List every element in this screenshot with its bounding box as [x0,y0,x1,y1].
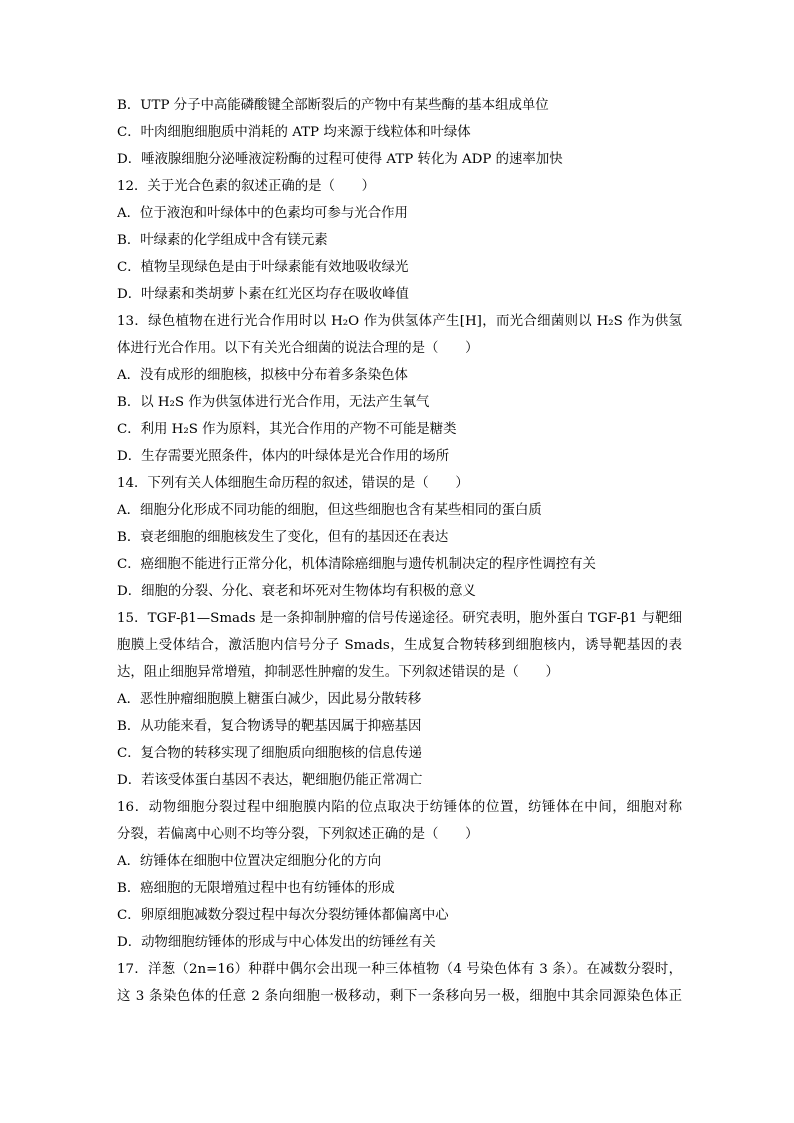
option-16c: C．卵原细胞减数分裂过程中每次分裂纺锤体都偏离中心 [117,908,449,923]
question-17-line-1: 17．洋葱（2n=16）种群中偶尔会出现一种三体植物（4 号染色体有 3 条）。在减数分裂时， [117,962,682,977]
question-16-line-2: 分裂，若偏离中心则不均等分裂，下列叙述正确的是（ ） [117,827,479,842]
option-14a: A．细胞分化形成不同功能的细胞，但这些细胞也含有某些相同的蛋白质 [117,503,542,518]
question-15-line-2: 胞膜上受体结合，激活胞内信号分子 Smads，生成复合物转移到细胞核内，诱导靶基因的表 [117,638,682,653]
option-13a: A．没有成形的细胞核，拟核中分布着多条染色体 [117,368,408,383]
option-14c: C．癌细胞不能进行正常分化，机体清除癌细胞与遗传机制决定的程序性调控有关 [117,557,596,572]
option-16a: A．纺锤体在细胞中位置决定细胞分化的方向 [117,854,382,869]
question-12: 12．关于光合色素的叙述正确的是（ ） [117,179,376,194]
option-14b: B．衰老细胞的细胞核发生了变化，但有的基因还在表达 [117,530,449,545]
option-13c: C．利用 H₂S 作为原料，其光合作用的产物不可能是糖类 [117,422,457,437]
option-13b: B．以 H₂S 作为供氢体进行光合作用，无法产生氧气 [117,395,430,410]
option-12a: A．位于液泡和叶绿体中的色素均可参与光合作用 [117,206,408,221]
question-17-line-2: 这 3 条染色体的任意 2 条向细胞一极移动，剩下一条移向另一极，细胞中其余同源染色体正 [117,989,682,1004]
option-14d: D．细胞的分裂、分化、衰老和坏死对生物体均有积极的意义 [117,584,476,599]
option-16d: D．动物细胞纺锤体的形成与中心体发出的纺锤丝有关 [117,935,436,950]
option-12c: C．植物呈现绿色是由于叶绿素能有效地吸收绿光 [117,260,409,275]
option-12d: D．叶绿素和类胡萝卜素在红光区均存在吸收峰值 [117,287,409,302]
option-11c: C．叶肉细胞细胞质中消耗的 ATP 均来源于线粒体和叶绿体 [117,125,471,140]
question-13-line-1: 13．绿色植物在进行光合作用时以 H₂O 作为供氢体产生[H]，而光合细菌则以 H₂S 作为供氢 [117,314,682,329]
question-15-line-3: 达，阻止细胞异常增殖，抑制恶性肿瘤的发生。下列叙述错误的是（ ） [117,665,559,680]
document-page [117,92,682,1010]
option-12b: B．叶绿素的化学组成中含有镁元素 [117,233,328,248]
option-11d: D．唾液腺细胞分泌唾液淀粉酶的过程可使得 ATP 转化为 ADP 的速率加快 [117,152,563,167]
option-11b: B．UTP 分子中高能磷酸键全部断裂后的产物中有某些酶的基本组成单位 [117,98,549,113]
question-14: 14．下列有关人体细胞生命历程的叙述，错误的是（ ） [117,476,469,491]
option-16b: B．癌细胞的无限增殖过程中也有纺锤体的形成 [117,881,395,896]
option-15c: C．复合物的转移实现了细胞质向细胞核的信息传递 [117,746,422,761]
question-16-line-1: 16．动物细胞分裂过程中细胞膜内陷的位点取决于纺锤体的位置，纺锤体在中间，细胞对称 [117,800,682,815]
question-13-line-2: 体进行光合作用。以下有关光合细菌的说法合理的是（ ） [117,341,479,356]
option-15a: A．恶性肿瘤细胞膜上糖蛋白减少，因此易分散转移 [117,692,422,707]
option-15b: B．从功能来看，复合物诱导的靶基因属于抑癌基因 [117,719,422,734]
option-15d: D．若该受体蛋白基因不表达，靶细胞仍能正常凋亡 [117,773,423,788]
question-15-line-1: 15．TGF-β1—Smads 是一条抑制肿瘤的信号传递途径。研究表明，胞外蛋白 TGF-β1 与靶细 [117,611,682,626]
option-13d: D．生存需要光照条件，体内的叶绿体是光合作用的场所 [117,449,450,464]
